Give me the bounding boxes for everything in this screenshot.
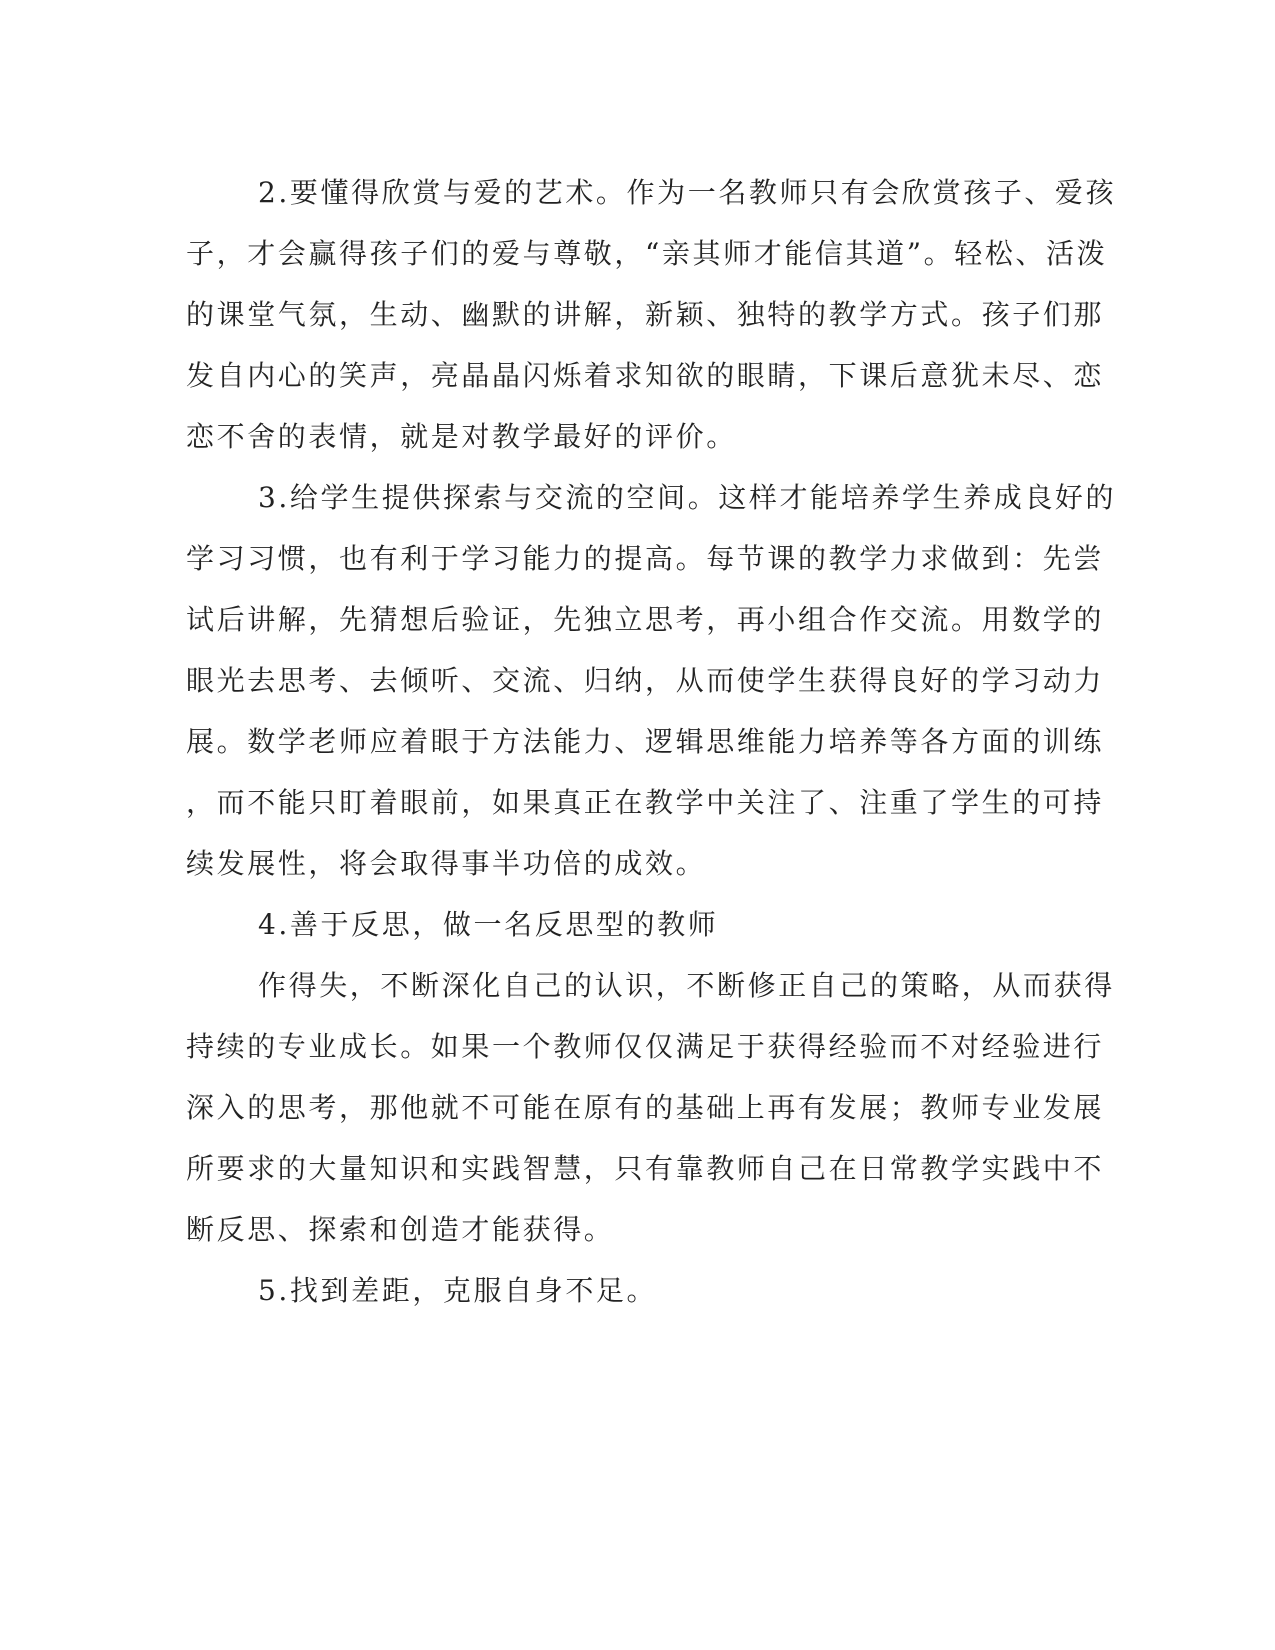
paragraph-3-line-2: 学习习惯，也有利于学习能力的提高。每节课的教学力求做到：先尝 bbox=[186, 542, 1105, 575]
heading-5: 5.找到差距，克服自身不足。 bbox=[258, 1274, 658, 1307]
paragraph-4-line-5: 断反思、探索和创造才能获得。 bbox=[186, 1213, 615, 1246]
paragraph-4-line-4: 所要求的大量知识和实践智慧，只有靠教师自己在日常教学实践中不 bbox=[186, 1152, 1105, 1185]
paragraph-3-line-6: ，而不能只盯着眼前，如果真正在教学中关注了、注重了学生的可持 bbox=[186, 786, 1105, 819]
paragraph-3-line-3: 试后讲解，先猜想后验证，先独立思考，再小组合作交流。用数学的 bbox=[186, 603, 1105, 636]
paragraph-2-line-4: 发自内心的笑声，亮晶晶闪烁着求知欲的眼睛，下课后意犹未尽、恋 bbox=[186, 359, 1105, 392]
heading-4: 4.善于反思，做一名反思型的教师 bbox=[258, 908, 719, 941]
paragraph-4-line-1: 作得失，不断深化自己的认识，不断修正自己的策略，从而获得 bbox=[258, 969, 1115, 1002]
paragraph-2-line-3: 的课堂气氛，生动、幽默的讲解，新颖、独特的教学方式。孩子们那 bbox=[186, 298, 1105, 331]
body-text bbox=[186, 162, 1117, 1321]
paragraph-2-line-2: 子，才会赢得孩子们的爱与尊敬，“亲其师才能信其道”。轻松、活泼 bbox=[186, 237, 1108, 270]
paragraph-3-line-4: 眼光去思考、去倾听、交流、归纳，从而使学生获得良好的学习动力 bbox=[186, 664, 1105, 697]
paragraph-4-line-3: 深入的思考，那他就不可能在原有的基础上再有发展；教师专业发展 bbox=[186, 1091, 1105, 1124]
paragraph-3-line-5: 展。数学老师应着眼于方法能力、逻辑思维能力培养等各方面的训练 bbox=[186, 725, 1105, 758]
paragraph-4-line-2: 持续的专业成长。如果一个教师仅仅满足于获得经验而不对经验进行 bbox=[186, 1030, 1105, 1063]
paragraph-3-line-1: 3.给学生提供探索与交流的空间。这样才能培养学生养成良好的 bbox=[258, 481, 1117, 514]
paragraph-3-line-7: 续发展性，将会取得事半功倍的成效。 bbox=[186, 847, 707, 880]
paragraph-2-line-1: 2.要懂得欣赏与爱的艺术。作为一名教师只有会欣赏孩子、爱孩 bbox=[258, 176, 1117, 209]
paragraph-2-line-5: 恋不舍的表情，就是对教学最好的评价。 bbox=[186, 420, 737, 453]
